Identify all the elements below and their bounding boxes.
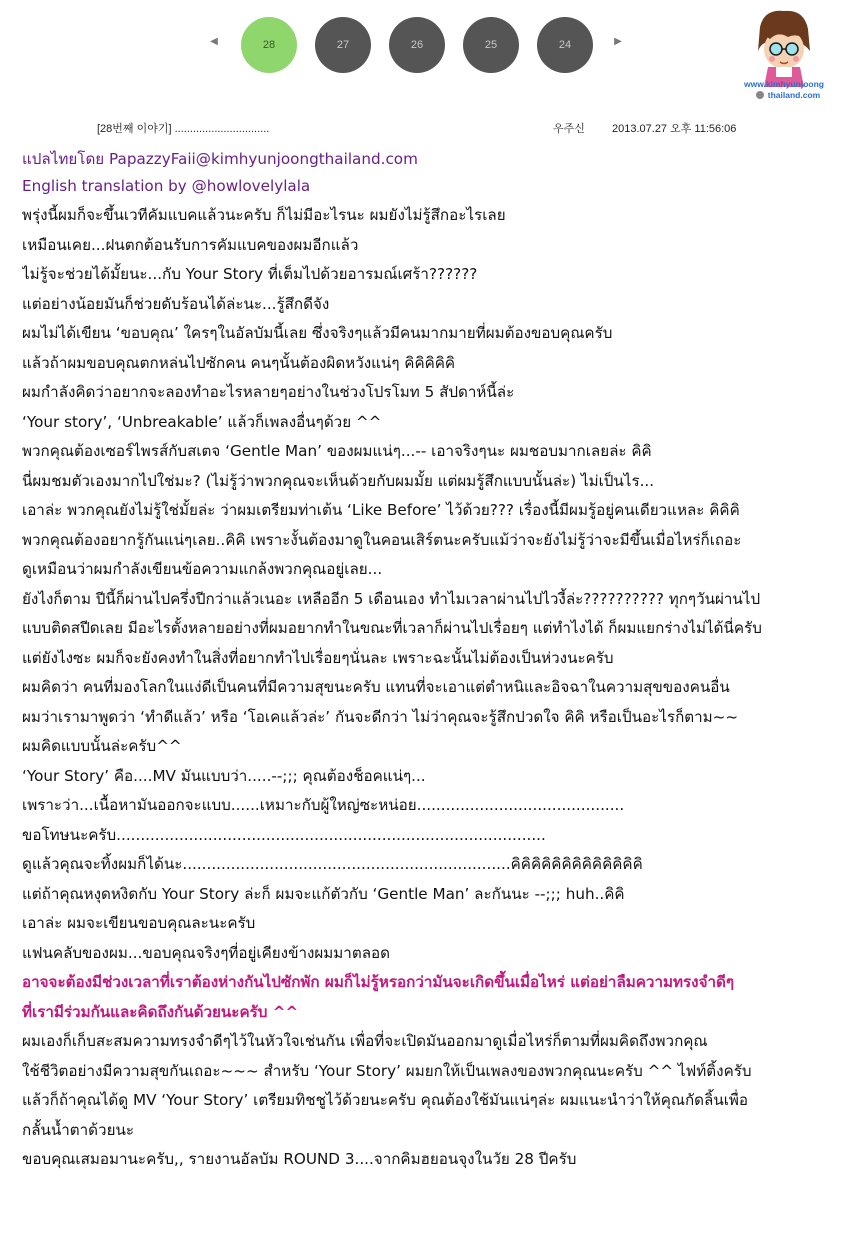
text-line: ‘Your Story’ คือ....MV มันแบบว่า.....--;;; คุณต้องช็อคแน่ๆ... xyxy=(22,766,426,785)
text-line: ดูเหมือนว่าผมกำลังเขียนข้อความแกล้งพวกคุณอยู่เลย... xyxy=(22,560,383,578)
highlight-line: ที่เรามีร่วมกันและคิดถึงกันด้วยนะครับ ^^ xyxy=(22,1002,299,1021)
text-line: เพราะว่า...เนื้อหามันออกจะแบบ......เหมาะกับผู้ใหญ่ซะหน่อย........................................... xyxy=(22,796,625,814)
text-line: แบบติดสปีดเลย มีอะไรตั้งหลายอย่างที่ผมอยากทำในขณะที่เวลาก็ผ่านไปเรื่อยๆ แต่ทำไงได้ ก็ผมแยกร่างไม่ได้นี่ครับ xyxy=(22,619,762,637)
text-line: ‘Your story’, ‘Unbreakable’ แล้วก็เพลงอื่นๆด้วย ^^ xyxy=(22,412,382,431)
text-line: แฟนคลับของผม...ขอบคุณจริงๆที่อยู่เคียงข้างผมมาตลอด xyxy=(22,943,390,962)
text-line: ผมคิดแบบนั้นล่ะครับ^^ xyxy=(22,737,182,755)
english-translation-credit: English translation by @howlovelylala xyxy=(22,176,311,195)
post-meta xyxy=(0,120,850,136)
svg-text:www.kimhyunjoong: www.kimhyunjoong xyxy=(744,79,824,89)
site-logo-avatar xyxy=(730,5,838,105)
text-line: เหมือนเคย...ฝนตกต้อนรับการคัมแบคของผมอีกแล้ว xyxy=(22,235,359,254)
text-line: แต่ยังไงซะ ผมก็จะยังคงทำในสิ่งที่อยากทำไปเรื่อยๆนั่นละ เพราะฉะนั้นไม่ต้องเป็นห่วงนะครับ xyxy=(22,648,614,667)
text-line: ใช้ชีวิตอย่างมีความสุขกันเถอะ~~~ สำหรับ ‘Your Story’ ผมยกให้เป็นเพลงของพวกคุณนะครับ ^^ ไฟท์ติ้งครับ xyxy=(22,1061,752,1080)
text-line: แล้วถ้าผมขอบคุณตกหล่นไปซักคน คนๆนั้นต้องผิดหวังแน่ๆ คิคิคิคิคิ xyxy=(22,353,456,372)
text-line: ผมว่าเรามาพูดว่า ‘ทำดีแล้ว’ หรือ ‘โอเคแล้วล่ะ’ กันจะดีกว่า ไม่ว่าคุณจะรู้สึกปวดใจ คิคิ หรือเป็นอะไรก็ตาม~~ xyxy=(22,707,739,726)
avatar-cartoon-icon xyxy=(730,5,838,105)
text-line: ขอโทษนะครับ......................................................................................... xyxy=(22,825,546,844)
text-line: แต่ถ้าคุณหงุดหงิดกับ Your Story ล่ะก็ ผมจะแก้ตัวกับ ‘Gentle Man’ ละกันนะ --;;; huh..คิคิ xyxy=(22,884,625,903)
svg-text:thailand.com: thailand.com xyxy=(767,90,821,100)
text-line: ผมไม่ได้เขียน ‘ขอบคุณ’ ใครๆในอัลบัมนี้เลย ซึ่งจริงๆแล้วมีคนมากมายที่ผมต้องขอบคุณครับ xyxy=(22,324,613,342)
text-line: เอาล่ะ ผมจะเขียนขอบคุณละนะครับ xyxy=(22,914,256,932)
post-author: 우주신 xyxy=(553,123,585,135)
pagination xyxy=(200,15,640,73)
highlight-line: อาจจะต้องมีช่วงเวลาที่เราต้องห่างกันไปซักพัก ผมก็ไม่รู้หรอกว่ามันจะเกิดขึ้นเมื่อไหร่ แต่อย่าลืมความทรงจำดีๆ xyxy=(22,973,735,991)
post-timestamp: 2013.07.27 오후 11:56:06 xyxy=(612,123,737,135)
text-line: ผมคิดว่า คนที่มองโลกในแง่ดีเป็นคนที่มีความสุขนะครับ แทนที่จะเอาแต่ตำหนิและอิจฉาในความสุขของคนอื่น xyxy=(22,678,730,696)
text-line: แต่อย่างน้อยมันก็ช่วยดับร้อนได้ล่ะนะ...รู้สึกดีจัง xyxy=(22,294,330,313)
text-line: พวกคุณต้องอยากรู้กันแน่ๆเลย..คิคิ เพราะงั้นต้องมาดูในคอนเสิร์ตนะครับแม้ว่าจะยังไม่รู้ว่าจะมีขึ้นเมื่อไหร่ก็เถอะ xyxy=(22,530,742,549)
text-line: ผมกำลังคิดว่าอยากจะลองทำอะไรหลายๆอย่างในช่วงโปรโมท 5 สัปดาห์นี้ล่ะ xyxy=(22,383,515,401)
prev-page-arrow[interactable]: ◀ xyxy=(210,36,218,47)
text-line: แล้วก็ถ้าคุณได้ดู MV ‘Your Story’ เตรียมทิชชูไว้ด้วยนะครับ คุณต้องใช้มันแน่ๆล่ะ ผมแนะนำว่าให้คุณกัดลิ้นเพื่อ xyxy=(22,1091,749,1109)
next-page-arrow[interactable]: ▶ xyxy=(614,36,622,47)
page-button-26[interactable]: 26 xyxy=(389,17,445,73)
post-body xyxy=(22,145,846,1175)
page-button-24[interactable]: 24 xyxy=(537,17,593,73)
text-line: ไม่รู้จะช่วยได้มั้ยนะ...กับ Your Story ที่เต็มไปด้วยอารมณ์เศร้า?????? xyxy=(22,265,478,283)
text-line: ผมเองก็เก็บสะสมความทรงจำดีๆไว้ในหัวใจเช่นกัน เพื่อที่จะเปิดมันออกมาดูเมื่อไหร่ก็ตามที่ผมคิดถึงพวกคุณ xyxy=(22,1032,708,1050)
thai-translation-credit: แปลไทยโดย PapazzyFaii@kimhyunjoongthailand.com xyxy=(22,150,418,168)
page-button-27[interactable]: 27 xyxy=(315,17,371,73)
text-line: พรุ่งนี้ผมก็จะขึ้นเวทีคัมแบคแล้วนะครับ ก็ไม่มีอะไรนะ ผมยังไม่รู้สึกอะไรเลย xyxy=(22,206,506,224)
text-line: เอาล่ะ พวกคุณยังไม่รู้ใช่มั้ยล่ะ ว่าผมเตรียมท่าเต้น ‘Like Before’ ไว้ด้วย??? เรื่องนี้มีผมรู้อยู่คนเดียวแหละ คิคิคิ xyxy=(22,501,740,519)
page-button-28[interactable]: 28 xyxy=(241,17,297,73)
text-line: พวกคุณต้องเซอร์ไพรส์กับสเตจ ‘Gentle Man’ ของผมแน่ๆ...-- เอาจริงๆนะ ผมชอบมากเลยล่ะ คิคิ xyxy=(22,442,652,460)
text-line: ยังไงก็ตาม ปีนี้ก็ผ่านไปครึ่งปีกว่าแล้วเนอะ เหลืออีก 5 เดือนเอง ทำไมเวลาผ่านไปไวงี้ล่ะ?????????? ทุกๆวันผ่านไป xyxy=(22,589,761,608)
text-line: กลั้นน้ำตาด้วยนะ xyxy=(22,1120,135,1139)
text-line: ขอบคุณเสมอมานะครับ,, รายงานอัลบัม ROUND 3....จากคิมฮยอนจุงในวัย 28 ปีครับ xyxy=(22,1150,577,1168)
page-button-25[interactable]: 25 xyxy=(463,17,519,73)
text-line: ดูแล้วคุณจะทิ้งผมก็ได้นะ....................................................................คิคิคิคิคิคิคิคิคิคิคิคิคิ xyxy=(22,855,643,873)
text-line: นี่ผมชมตัวเองมากไปใช่มะ? (ไม่รู้ว่าพวกคุณจะเห็นด้วยกับผมมั้ย แต่ผมรู้สึกแบบนั้นล่ะ) ไม่เป็นไร... xyxy=(22,471,655,490)
post-title: [28번째 이야기] ............................... xyxy=(97,123,270,135)
